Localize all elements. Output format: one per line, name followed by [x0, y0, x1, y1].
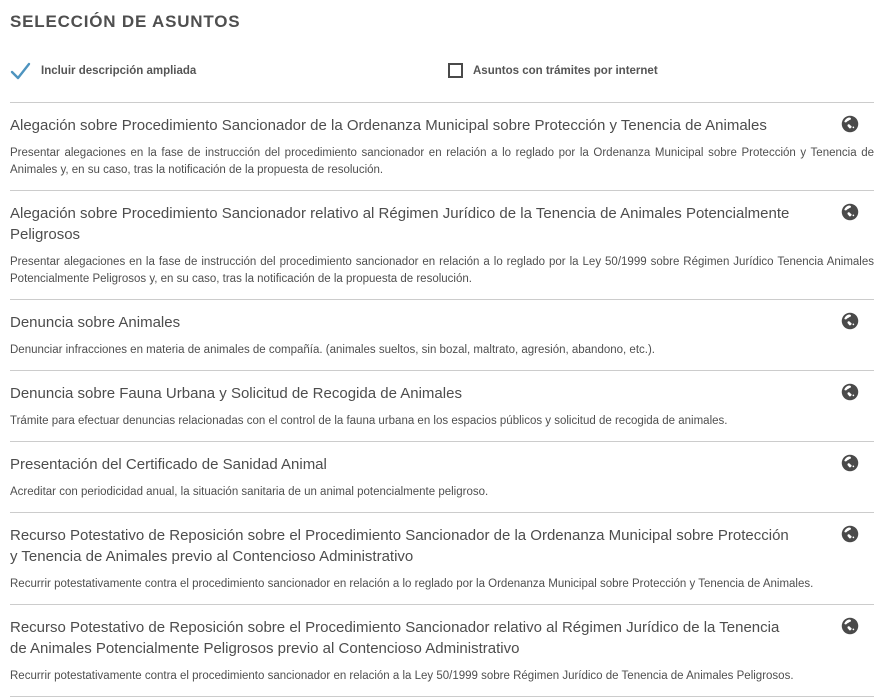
- asunto-row[interactable]: [10, 512, 874, 604]
- asunto-row[interactable]: [10, 441, 874, 512]
- asunto-row[interactable]: [10, 370, 874, 441]
- filter-include-description[interactable]: [10, 62, 874, 80]
- filter-include-description-label: Incluir descripción ampliada: [41, 65, 197, 77]
- globe-icon[interactable]: [841, 115, 859, 133]
- globe-icon[interactable]: [841, 617, 859, 635]
- asunto-title-link[interactable]: Recurso Potestativo de Reposición sobre el Procedimiento Sancionador relativo al Régimen Jurídico de la Tenencia de Animales Potencialmente Peligrosos previo al Contencioso Administrativo: [10, 619, 780, 657]
- asunto-description: Recurrir potestativamente contra el procedimiento sancionador en relación a la Ley 50/1999 sobre Régimen Jurídico de Tenencia de Animales Peligrosos.: [10, 670, 794, 682]
- asunto-description: Acreditar con periodicidad anual, la situación sanitaria de un animal potencialmente peligroso.: [10, 486, 489, 498]
- globe-icon[interactable]: [841, 203, 859, 221]
- check-icon: [10, 62, 31, 80]
- checkbox-empty-icon[interactable]: [448, 63, 463, 78]
- filters-bar: [10, 62, 874, 88]
- globe-icon[interactable]: [841, 383, 859, 401]
- page-title: SELECCIÓN DE ASUNTOS: [10, 12, 241, 31]
- asunto-row[interactable]: [10, 604, 874, 697]
- asunto-title-link[interactable]: Denuncia sobre Animales: [10, 314, 181, 331]
- asunto-row[interactable]: [10, 102, 874, 190]
- asunto-title-link[interactable]: Presentación del Certificado de Sanidad Animal: [10, 456, 327, 473]
- filter-internet-procedures[interactable]: [448, 63, 658, 78]
- asunto-list: [10, 102, 874, 697]
- globe-icon[interactable]: [841, 454, 859, 472]
- globe-icon[interactable]: [841, 312, 859, 330]
- asunto-row[interactable]: [10, 190, 874, 299]
- asunto-title-link[interactable]: Alegación sobre Procedimiento Sancionador de la Ordenanza Municipal sobre Protección y Tenencia de Animales: [10, 117, 767, 134]
- asunto-description: Recurrir potestativamente contra el procedimiento sancionador en relación a lo reglado por la Ordenanza Municipal sobre Protección y Tenencia de Animales.: [10, 578, 814, 590]
- globe-icon[interactable]: [841, 525, 859, 543]
- asunto-description: Denunciar infracciones en materia de animales de compañía. (animales sueltos, sin bozal, maltrato, agresión, abandono, etc.).: [10, 344, 655, 356]
- asunto-description: Presentar alegaciones en la fase de instrucción del procedimiento sancionador en relación a lo reglado por la Ordenanza Municipal sobre Protección y Tenencia de Animales y, en su caso, tras la notificación de la propuesta de resolución.: [10, 147, 874, 176]
- asunto-row[interactable]: [10, 299, 874, 370]
- asunto-title-link[interactable]: Alegación sobre Procedimiento Sancionador relativo al Régimen Jurídico de la Tenencia de Animales Potencialmente Peligrosos: [10, 205, 790, 243]
- asunto-title-link[interactable]: Recurso Potestativo de Reposición sobre el Procedimiento Sancionador de la Ordenanza Municipal sobre Protección y Tenencia de Animales previo al Contencioso Administrativo: [10, 527, 789, 565]
- asunto-description: Trámite para efectuar denuncias relacionadas con el control de la fauna urbana en los espacios públicos y solicitud de recogida de animales.: [10, 415, 728, 427]
- asunto-description: Presentar alegaciones en la fase de instrucción del procedimiento sancionador en relación a lo reglado por la Ley 50/1999 sobre Régimen Jurídico Tenencia Animales Potencialmente Peligrosos y, en su caso, tras la notificación de la propuesta de resolución.: [10, 256, 874, 285]
- filter-internet-procedures-label: Asuntos con trámites por internet: [473, 64, 658, 77]
- asunto-title-link[interactable]: Denuncia sobre Fauna Urbana y Solicitud de Recogida de Animales: [10, 385, 462, 402]
